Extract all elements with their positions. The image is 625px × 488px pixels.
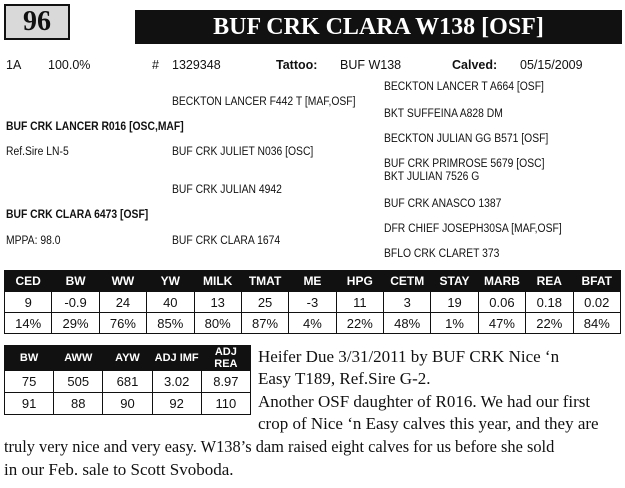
perf-cell: 681	[103, 371, 152, 393]
notes-line3: Another OSF daughter of R016. We had our first	[258, 392, 591, 411]
epd-cell: 9	[5, 292, 52, 313]
epd-cell: 0.06	[478, 292, 525, 313]
perf-header-aww: AWW	[54, 346, 103, 371]
percentile-cell: 22%	[526, 313, 573, 334]
perf-header-adj-rea: ADJ REA	[201, 346, 250, 371]
pedigree-sss: BECKTON LANCER T A664 [OSF]	[384, 81, 544, 93]
epd-header-stay: STAY	[431, 271, 478, 292]
epd-cell: 3	[384, 292, 431, 313]
notes-line4: crop of Nice ‘n Easy calves this year, and they are	[258, 414, 599, 433]
calved-date: 05/15/2009	[520, 58, 583, 72]
pedigree-sire: BUF CRK LANCER R016 [OSC,MAF]	[6, 121, 184, 133]
registration-number: 1329348	[172, 58, 221, 72]
epd-header-row	[5, 271, 621, 292]
epd-header-rea: REA	[526, 271, 573, 292]
perf-cell: 505	[54, 371, 103, 393]
animal-name-title: BUF CRK CLARA W138 [OSF]	[135, 10, 622, 44]
perf-header-adj-imf: ADJ IMF	[152, 346, 201, 371]
epd-header-marb: MARB	[478, 271, 525, 292]
epd-cell: 25	[241, 292, 288, 313]
notes-heading-line1: Heifer Due 3/31/2011 by BUF CRK Nice ‘n	[258, 347, 560, 366]
percent-value: 100.0%	[48, 58, 91, 72]
percentile-cell: 87%	[241, 313, 288, 334]
epd-table	[4, 270, 621, 334]
epd-header-bw: BW	[52, 271, 99, 292]
tattoo-label: Tattoo:	[276, 58, 318, 72]
performance-table	[4, 345, 251, 415]
epd-value-row	[5, 292, 621, 313]
percentile-row	[5, 313, 621, 334]
ref-sire: Ref.Sire LN-5	[6, 146, 69, 158]
percentile-cell: 4%	[289, 313, 336, 334]
pedigree-ddd: BFLO CRK CLARET 373	[384, 248, 500, 260]
epd-header-yw: YW	[147, 271, 194, 292]
pedigree-dam: BUF CRK CLARA 6473 [OSF]	[6, 209, 149, 221]
performance-ratio-row	[5, 393, 251, 415]
pedigree-sdd: BUF CRK PRIMROSE 5679 [OSC]	[384, 158, 545, 170]
epd-header-cetm: CETM	[384, 271, 431, 292]
epd-header-ced: CED	[5, 271, 52, 292]
epd-header-ww: WW	[99, 271, 146, 292]
epd-header-hpg: HPG	[336, 271, 383, 292]
class-code: 1A	[6, 58, 22, 72]
perf-cell: 3.02	[152, 371, 201, 393]
percentile-cell: 22%	[336, 313, 383, 334]
epd-header-tmat: TMAT	[241, 271, 288, 292]
perf-cell: 92	[152, 393, 201, 415]
pedigree-dam-dam: BUF CRK CLARA 1674	[172, 235, 281, 247]
mppa: MPPA: 98.0	[6, 235, 61, 247]
perf-header-bw: BW	[5, 346, 54, 371]
epd-cell: -3	[289, 292, 336, 313]
pedigree-dds: DFR CHIEF JOSEPH30SA [MAF,OSF]	[384, 223, 562, 235]
epd-header-me: ME	[289, 271, 336, 292]
epd-cell: -0.9	[52, 292, 99, 313]
pedigree-dss: BKT JULIAN 7526 G	[384, 171, 480, 183]
percentile-cell: 85%	[147, 313, 194, 334]
lot-number: 96	[4, 4, 70, 40]
percentile-cell: 48%	[384, 313, 431, 334]
pedigree-sds: BECKTON JULIAN GG B571 [OSF]	[384, 133, 549, 145]
percentile-cell: 29%	[52, 313, 99, 334]
pedigree-dsd: BUF CRK ANASCO 1387	[384, 198, 502, 210]
pedigree-sire-sire: BECKTON LANCER F442 T [MAF,OSF]	[172, 96, 356, 108]
percentile-cell: 14%	[5, 313, 52, 334]
percentile-cell: 80%	[194, 313, 241, 334]
reg-hash: #	[152, 58, 159, 72]
epd-cell: 0.18	[526, 292, 573, 313]
epd-cell: 0.02	[573, 292, 621, 313]
pedigree-ssd: BKT SUFFEINA A828 DM	[384, 108, 503, 120]
perf-cell: 110	[201, 393, 250, 415]
pedigree-sire-dam: BUF CRK JULIET N036 [OSC]	[172, 146, 314, 158]
perf-cell: 91	[5, 393, 54, 415]
percentile-cell: 84%	[573, 313, 621, 334]
epd-header-bfat: BFAT	[573, 271, 621, 292]
notes-line5: truly very nice and very easy. W138’s dam raised eight calves for us before she sold	[4, 437, 555, 456]
epd-cell: 11	[336, 292, 383, 313]
percentile-cell: 1%	[431, 313, 478, 334]
perf-cell: 75	[5, 371, 54, 393]
perf-cell: 88	[54, 393, 103, 415]
perf-cell: 8.97	[201, 371, 250, 393]
calved-label: Calved:	[452, 58, 498, 72]
pedigree-dam-sire: BUF CRK JULIAN 4942	[172, 184, 282, 196]
epd-cell: 13	[194, 292, 241, 313]
percentile-cell: 76%	[99, 313, 146, 334]
epd-cell: 19	[431, 292, 478, 313]
epd-cell: 40	[147, 292, 194, 313]
notes-line6: in our Feb. sale to Scott Svoboda.	[4, 460, 234, 479]
performance-actual-row	[5, 371, 251, 393]
tattoo-value: BUF W138	[340, 58, 402, 72]
epd-cell: 24	[99, 292, 146, 313]
perf-cell: 90	[103, 393, 152, 415]
percentile-cell: 47%	[478, 313, 525, 334]
epd-header-milk: MILK	[194, 271, 241, 292]
perf-header-ayw: AYW	[103, 346, 152, 371]
performance-header-row	[5, 346, 251, 371]
notes-heading-line2: Easy T189, Ref.Sire G-2.	[258, 369, 431, 388]
